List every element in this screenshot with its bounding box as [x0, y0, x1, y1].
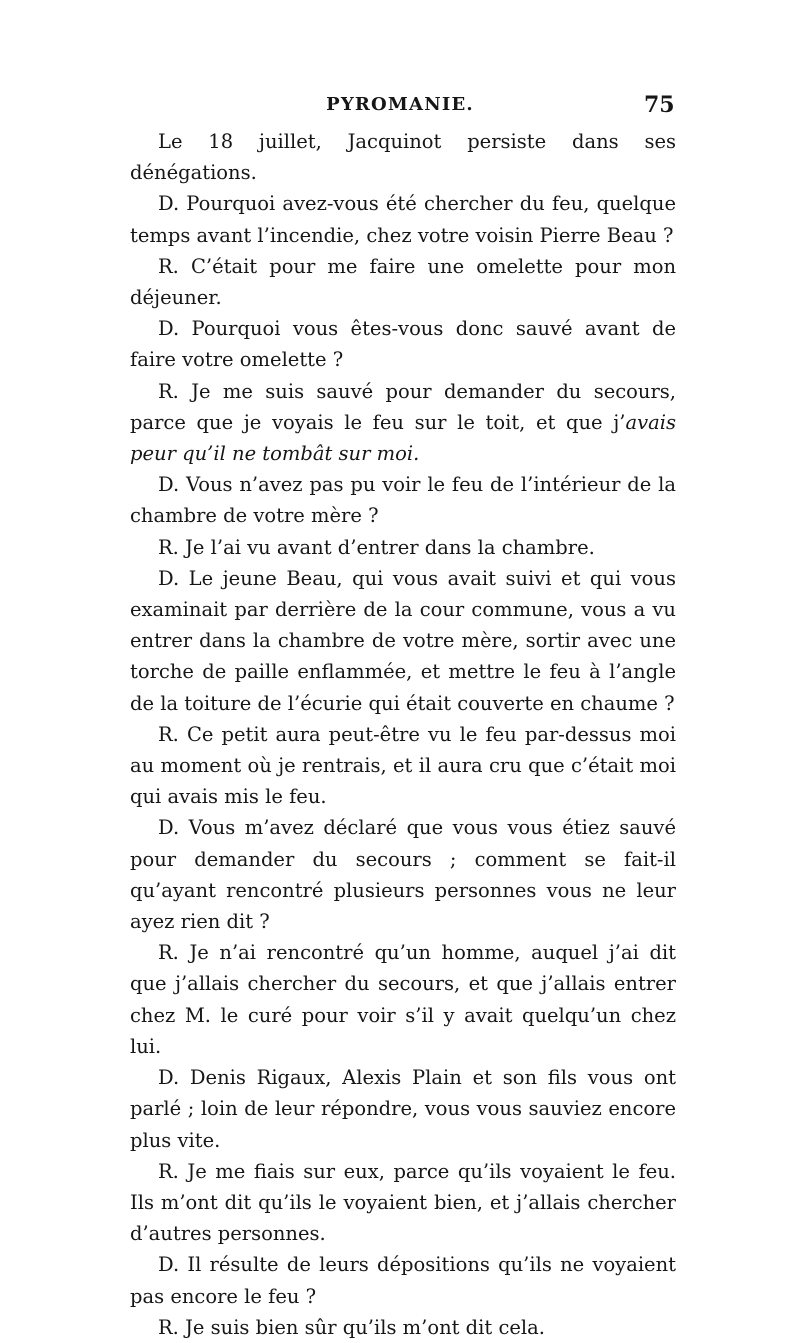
body-text [130, 126, 676, 1343]
paragraph: R. Je n’ai rencontré qu’un homme, auquel j’ai dit que j’allais chercher du secours, et que j’allais entrer chez M. le curé pour voir s’il y avait quelqu’un chez lui. [130, 941, 676, 1058]
paragraph: R. Je me fiais sur eux, parce qu’ils voyaient le feu. Ils m’ont dit qu’ils le voyaient bien, et j’allais chercher d’autres personnes. [130, 1159, 676, 1246]
italic-phrase: avais peur qu’il ne tombât sur moi. [130, 410, 676, 466]
paragraph: R. Ce petit aura peut-être vu le feu par-dessus moi au moment où je rentrais, et il aura cru que c’était moi qui avais mis le feu. [130, 722, 676, 809]
paragraph-text: R. Je me suis sauvé pour demander du secours, parce que je voyais le feu sur le toit, et que j’ [130, 379, 676, 434]
paragraph: R. Je suis bien sûr qu’ils m’ont dit cela. [158, 1315, 545, 1339]
paragraph: R. C’était pour me faire une omelette pour mon déjeuner. [130, 254, 676, 310]
paragraph: D. Le jeune Beau, qui vous avait suivi et qui vous examinait par derrière de la cour commune, vous a vu entrer dans la chambre de votre mère, sortir avec une torche de paille enflammée, et mettre le feu à l’angle de la toiture de l’écurie qui était couverte en chaume ? [130, 566, 676, 715]
paragraph: D. Vous n’avez pas pu voir le feu de l’intérieur de la chambre de votre mère ? [130, 473, 676, 528]
paragraph: D. Il résulte de leurs dépositions qu’ils ne voyaient pas encore le feu ? [130, 1253, 676, 1308]
paragraph [130, 376, 676, 470]
paragraph: R. Je l’ai vu avant d’entrer dans la chambre. [158, 535, 595, 559]
paragraph: D. Vous m’avez déclaré que vous vous étiez sauvé pour demander du secours ; comment se fait-il qu’ayant rencontré plusieurs personnes vous ne leur ayez rien dit ? [130, 816, 676, 934]
page-number: 75 [644, 92, 675, 118]
paragraph: D. Pourquoi vous êtes-vous donc sauvé avant de faire votre omelette ? [130, 317, 676, 372]
paragraph: Le 18 juillet, Jacquinot persiste dans ses dénégations. [130, 130, 676, 185]
paragraph: D. Pourquoi avez-vous été chercher du feu, quelque temps avant l’incendie, chez votre voisin Pierre Beau ? [130, 192, 676, 247]
running-title: PYROMANIE. [326, 94, 474, 115]
paragraph: D. Denis Rigaux, Alexis Plain et son fils vous ont parlé ; loin de leur répondre, vous vous sauviez encore plus vite. [130, 1066, 676, 1152]
